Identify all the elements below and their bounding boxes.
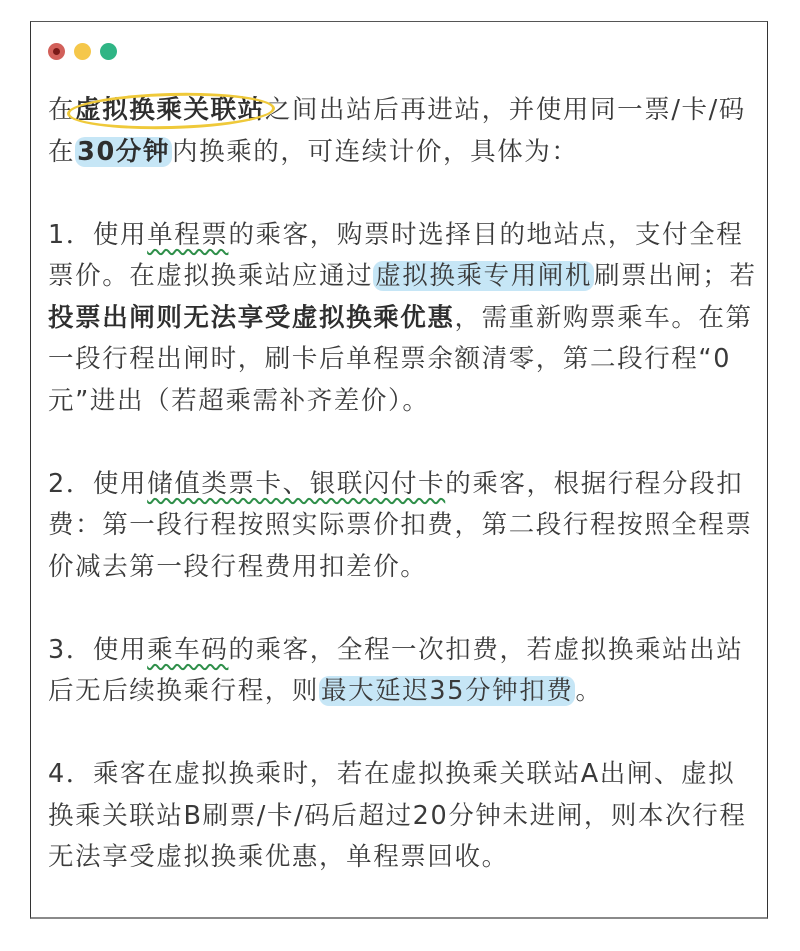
spacer (48, 588, 758, 630)
intro-text: 在 (48, 95, 76, 125)
rule-item-2 (48, 464, 758, 589)
intro-paragraph (48, 90, 758, 173)
highlighted-term: 30分钟 (77, 136, 170, 167)
spacer (48, 173, 758, 215)
underlined-term: 单程票 (147, 219, 229, 250)
item-number: 2．使用 (48, 468, 148, 499)
highlighted-term: 虚拟换乘专用闸机 (375, 261, 593, 291)
spacer (48, 713, 758, 755)
close-dot-icon (48, 43, 65, 60)
maximize-dot-icon (100, 43, 117, 60)
item-text: 。 (575, 676, 603, 706)
minimize-dot-icon (74, 43, 91, 60)
circled-term: 虚拟换乘关联站 (75, 95, 265, 125)
highlighted-term: 最大延迟35分钟扣费 (321, 676, 574, 706)
document-body (48, 90, 758, 879)
item-text: 的乘客，全程一次扣费，若虚拟换乘站出站后无后续换乘行程，则 (48, 634, 744, 706)
intro-text: 内换乘的，可连续计价，具体为： (172, 136, 579, 167)
rule-item-4 (48, 754, 758, 879)
underlined-term: 储值类票卡、银联闪付卡 (147, 468, 446, 499)
rule-item-3 (48, 630, 758, 713)
underlined-term: 乘车码 (147, 634, 229, 665)
document-card (30, 21, 768, 919)
rule-item-1 (48, 215, 758, 423)
intro-text: 之间出站后再进站，并使用同一票/卡/码在 (48, 95, 746, 167)
item-number: 1．使用 (48, 219, 148, 250)
item-number: 4． (48, 759, 93, 789)
item-text: 的乘客，根据行程分段扣费：第一段行程按照实际票价扣费，第二段行程按照全程票价减去第一段行程费用扣差价。 (48, 468, 753, 582)
window-controls (48, 43, 117, 60)
item-text: 的乘客，购票时选择目的地站点，支付全程票价。在虚拟换乘站应通过 (48, 219, 744, 291)
item-number: 3．使用 (48, 634, 148, 665)
bold-term: 投票出闸则无法享受虚拟换乘优惠 (48, 302, 455, 333)
item-text: ，需重新购票乘车。在第一段行程出闸时，刷卡后单程票余额清零，第二段行程“0元”进出（若超乘需补齐差价）。 (48, 302, 753, 416)
item-text: 刷票出闸；若 (594, 261, 757, 291)
spacer (48, 422, 758, 464)
item-text: 乘客在虚拟换乘时，若在虚拟换乘关联站A出闸、虚拟换乘关联站B刷票/卡/码后超过20分钟未进闸，则本次行程无法享受虚拟换乘优惠，单程票回收。 (48, 759, 747, 872)
